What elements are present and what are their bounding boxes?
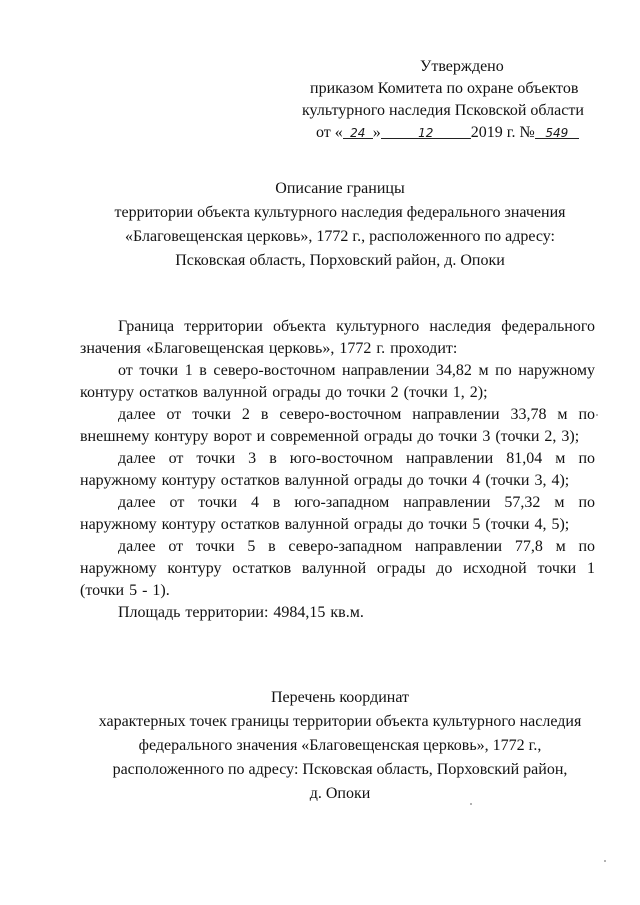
order-number-handwritten: 549 xyxy=(545,126,569,140)
description-title: Описание границы xyxy=(275,180,405,197)
description-heading xyxy=(60,177,620,273)
approval-committee-line: культурного наследия Псковской области xyxy=(302,102,584,119)
date-month-handwritten: 12 xyxy=(418,126,434,140)
paragraph-point-5: далее от точки 5 в северо-западном направлении 77,8 м по наружному контуру остатков валунной ограды до исходной точки 1 (точки 5 - 1). xyxy=(80,538,595,599)
coordinates-subtitle-3: расположенного по адресу: Псковская область, Порховский район, xyxy=(112,761,568,778)
paragraph-point-1: от точки 1 в северо-восточном направлении 34,82 м по наружному контуру остатков валунной ограды до точки 2 (точки 1, 2); xyxy=(80,362,595,401)
coordinates-subtitle-2: федерального значения «Благовещенская церковь», 1772 г., xyxy=(138,737,542,754)
date-mid: » xyxy=(372,124,381,141)
order-number-field xyxy=(535,122,579,139)
scan-speck xyxy=(470,803,472,805)
coordinates-address: д. Опоки xyxy=(309,785,371,802)
scan-speck xyxy=(596,414,598,416)
description-address: Псковская область, Порховский район, д. Опоки xyxy=(175,252,505,269)
date-day-field xyxy=(343,122,373,139)
paragraph-area: Площадь территории: 4984,15 кв.м. xyxy=(118,604,364,621)
approval-date-line xyxy=(270,122,610,144)
paragraph-point-2: далее от точки 2 в северо-восточном направлении 33,78 м по внешнему контуру ворот и современной ограды до точки 3 (точки 2, 3); xyxy=(80,406,595,445)
date-day-handwritten: 24 xyxy=(350,126,366,140)
paragraph-intro: Граница территории объекта культурного наследия федерального значения «Благовещенская церковь», 1772 г. проходит: xyxy=(80,318,595,357)
approval-order-line: приказом Комитета по охране объектов xyxy=(310,80,579,97)
description-subtitle-1: территории объекта культурного наследия федерального значения xyxy=(114,204,566,221)
approval-title: Утверждено xyxy=(420,58,504,75)
paragraph-point-3: далее от точки 3 в юго-восточном направлении 81,04 м по наружному контуру остатков валунной ограды до точки 4 (точки 3, 4); xyxy=(80,450,595,489)
date-prefix: от « xyxy=(316,124,343,141)
date-year: 2019 г. № xyxy=(470,124,535,141)
boundary-description xyxy=(80,316,595,624)
paragraph-point-4: далее от точки 4 в юго-западном направлении 57,32 м по наружному контуру остатков валунной ограды до точки 5 (точки 4, 5); xyxy=(80,494,595,533)
coordinates-heading xyxy=(60,686,620,806)
scan-speck xyxy=(604,860,606,862)
date-month-field xyxy=(381,122,471,139)
approval-stamp xyxy=(270,56,610,144)
coordinates-subtitle-1: характерных точек границы территории объекта культурного наследия xyxy=(98,713,582,730)
coordinates-title: Перечень координат xyxy=(270,689,410,706)
description-subtitle-2: «Благовещенская церковь», 1772 г., расположенного по адресу: xyxy=(125,228,555,245)
